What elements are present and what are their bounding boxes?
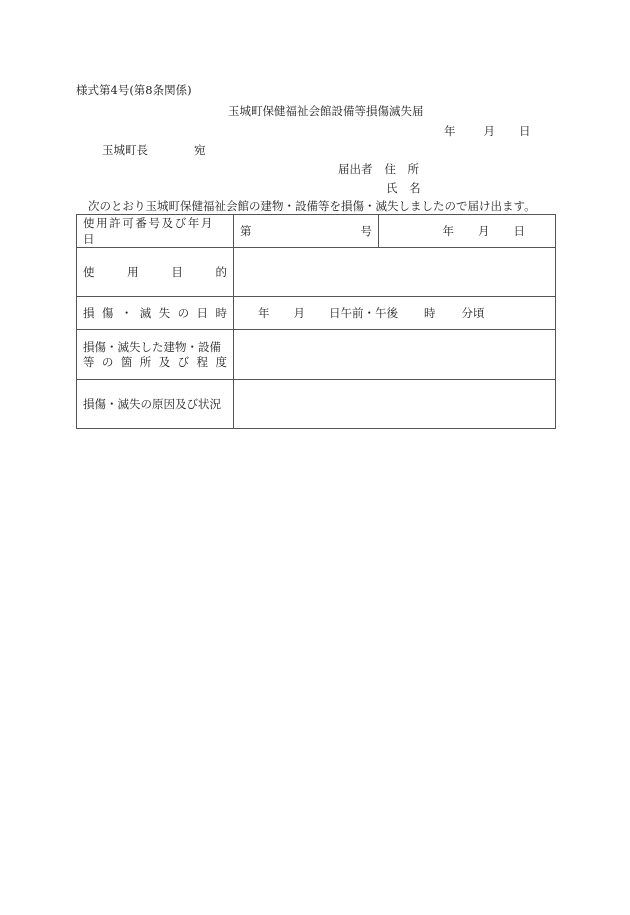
- applicant-address-line: [338, 162, 419, 176]
- table-row-datetime: [77, 297, 556, 330]
- applicant-label: 届出者: [338, 162, 373, 176]
- cause-field[interactable]: [234, 380, 556, 429]
- permit-number-field[interactable]: 第 号: [234, 215, 379, 248]
- addressee-suffix: 宛: [194, 143, 206, 157]
- document-title: 玉城町保健福祉会館設備等損傷滅失届: [228, 104, 424, 118]
- table-row-location: [77, 330, 556, 380]
- permit-date-field[interactable]: 年 月 日: [379, 215, 556, 248]
- damage-report-table: [76, 214, 556, 429]
- submission-date: [444, 124, 531, 138]
- table-row-permit: [77, 215, 556, 248]
- purpose-label: 使 用 目 的: [77, 248, 234, 297]
- datetime-field[interactable]: 年 月 日午前・午後 時 分頃: [234, 297, 556, 330]
- location-label: 損傷・滅失した建物・設備 等 の 箇 所 及 び 程 度: [77, 330, 234, 380]
- purpose-field[interactable]: [234, 248, 556, 297]
- intro-text: 次のとおり玉城町保健福祉会館の建物・設備等を損傷・滅失しましたので届け出ます。: [88, 199, 536, 213]
- datetime-label: 損 傷 ・ 滅 失 の 日 時: [77, 297, 234, 330]
- location-field[interactable]: [234, 330, 556, 380]
- permit-label: 使用許可番号及び年月日: [77, 215, 234, 248]
- table-row-cause: [77, 380, 556, 429]
- day-label: 日: [519, 124, 531, 138]
- table-row-purpose: [77, 248, 556, 297]
- addressee-name: 玉城町長: [102, 143, 148, 157]
- month-label: 月: [483, 124, 495, 138]
- form-number: 様式第4号(第8条関係): [76, 83, 192, 97]
- addressee: [102, 143, 206, 157]
- cause-label: 損傷・滅失の原因及び状況: [77, 380, 234, 429]
- applicant-name-line: 氏 名: [386, 181, 421, 195]
- address-label: 住 所: [384, 162, 419, 176]
- year-label: 年: [444, 124, 456, 138]
